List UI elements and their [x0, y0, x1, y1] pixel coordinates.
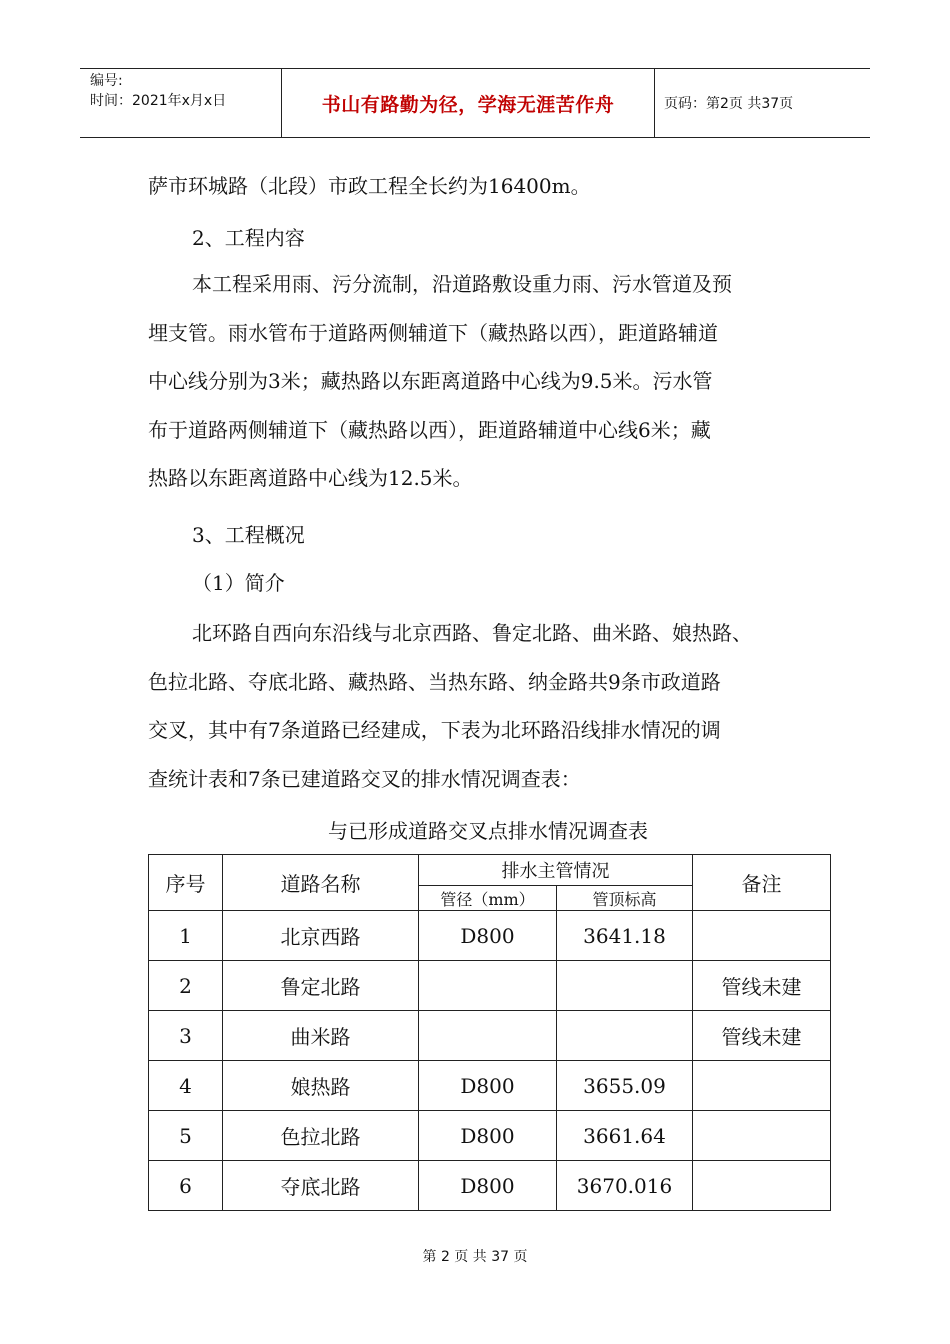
- cell-seq: 5: [149, 1111, 223, 1161]
- header-divider: [654, 69, 655, 137]
- cell-remark: [693, 1161, 831, 1211]
- cell-top-elevation: [557, 1011, 693, 1061]
- text-line: 萨市环城路（北段）市政工程全长约为16400m。: [148, 174, 591, 198]
- header-road: 道路名称: [223, 855, 419, 911]
- cell-top-elevation: 3661.64: [557, 1111, 693, 1161]
- cell-diameter: [419, 1011, 557, 1061]
- section-heading: 2、工程内容: [192, 226, 305, 250]
- paragraph-content: [148, 260, 808, 503]
- text-line: 热路以东距离道路中心线为12.5米。: [148, 466, 473, 490]
- table-row: [149, 1161, 831, 1211]
- text-line: 交叉，其中有7条道路已经建成，下表为北环路沿线排水情况的调: [148, 718, 721, 742]
- cell-top-elevation: 3655.09: [557, 1061, 693, 1111]
- text-line: 查统计表和7条已建道路交叉的排水情况调查表：: [148, 766, 581, 791]
- number-label: 编号:: [90, 73, 123, 89]
- cell-seq: 1: [149, 911, 223, 961]
- page-header: [80, 68, 870, 138]
- cell-remark: [693, 911, 831, 961]
- section-heading: 3、工程概况: [192, 523, 305, 547]
- cell-diameter: [419, 961, 557, 1011]
- cell-road: 北京西路: [223, 911, 419, 961]
- cell-diameter: D800: [419, 1061, 557, 1111]
- cell-remark: [693, 1111, 831, 1161]
- header-motto: 书山有路勤为径，学海无涯苦作舟: [321, 94, 615, 116]
- subsection-heading: （1）简介: [192, 571, 285, 595]
- cell-seq: 4: [149, 1061, 223, 1111]
- cell-road: 鲁定北路: [223, 961, 419, 1011]
- text-line: 色拉北路、夺底北路、藏热路、当热东路、纳金路共9条市政道路: [148, 669, 721, 694]
- table-row: [149, 1111, 831, 1161]
- cell-top-elevation: [557, 961, 693, 1011]
- cell-diameter: D800: [419, 1161, 557, 1211]
- cell-top-elevation: 3641.18: [557, 911, 693, 961]
- cell-road: 夺底北路: [223, 1161, 419, 1211]
- cell-seq: 6: [149, 1161, 223, 1211]
- paragraph-intro: [148, 162, 808, 211]
- text-line: 布于道路两侧辅道下（藏热路以西），距道路辅道中心线6米；藏: [148, 417, 711, 442]
- header-remark: 备注: [693, 855, 831, 911]
- header-top-elevation: 管顶标高: [557, 886, 693, 911]
- text-line: 埋支管。雨水管布于道路两侧辅道下（藏热路以西），距道路辅道: [148, 320, 718, 345]
- cell-diameter: D800: [419, 911, 557, 961]
- time-label: 时间：2021年x月x日: [90, 93, 227, 109]
- cell-road: 曲米路: [223, 1011, 419, 1061]
- header-main-pipe: 排水主管情况: [419, 855, 693, 886]
- drainage-table: [148, 854, 831, 1211]
- cell-remark: [693, 1061, 831, 1111]
- table-row: [149, 911, 831, 961]
- text-line: 北环路自西向东沿线与北京西路、鲁定北路、曲米路、娘热路、: [192, 621, 752, 645]
- header-diameter: 管径（mm）: [419, 886, 557, 911]
- header-meta: [90, 71, 226, 111]
- cell-seq: 3: [149, 1011, 223, 1061]
- table-caption: 与已形成道路交叉点排水情况调查表: [328, 819, 648, 843]
- text-line: 中心线分别为3米；藏热路以东距离道路中心线为9.5米。污水管: [148, 369, 713, 393]
- page-footer: 第 2 页 共 37 页: [422, 1249, 528, 1265]
- table-header-row: [149, 855, 831, 886]
- text-line: 本工程采用雨、污分流制，沿道路敷设重力雨、污水管道及预: [192, 272, 732, 296]
- cell-seq: 2: [149, 961, 223, 1011]
- cell-road: 娘热路: [223, 1061, 419, 1111]
- cell-remark: 管线未建: [693, 1011, 831, 1061]
- paragraph-overview: [148, 609, 808, 803]
- cell-road: 色拉北路: [223, 1111, 419, 1161]
- cell-top-elevation: 3670.016: [557, 1161, 693, 1211]
- header-seq: 序号: [149, 855, 223, 911]
- table-row: [149, 1061, 831, 1111]
- table-row: [149, 961, 831, 1011]
- cell-remark: 管线未建: [693, 961, 831, 1011]
- table-row: [149, 1011, 831, 1061]
- cell-diameter: D800: [419, 1111, 557, 1161]
- header-page-info: 页码：第2页 共37页: [664, 96, 794, 112]
